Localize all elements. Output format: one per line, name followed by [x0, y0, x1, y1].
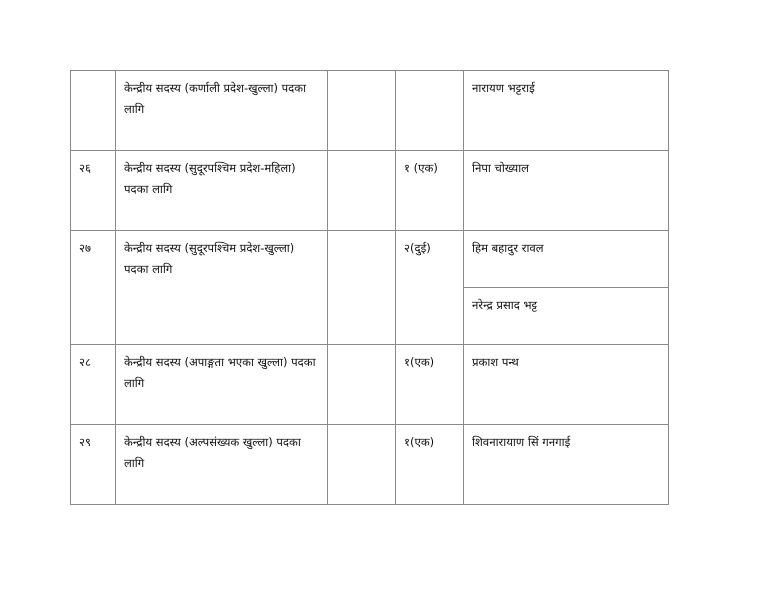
- post-cell: केन्द्रीय सदस्य (सुदूरपश्चिम प्रदेश-खुल्ला) पदका लागि: [116, 231, 328, 345]
- serial-number-cell: २६: [71, 151, 116, 231]
- candidate-name-cell: प्रकाश पन्थ: [464, 345, 669, 425]
- serial-number-cell: [71, 71, 116, 151]
- blank-cell: [328, 231, 396, 345]
- blank-cell: [328, 345, 396, 425]
- blank-cell: [328, 71, 396, 151]
- blank-cell: [328, 151, 396, 231]
- table-row: [71, 231, 669, 288]
- serial-number-cell: २९: [71, 425, 116, 505]
- seat-count-cell: २(दुई): [396, 231, 464, 345]
- table-row: [71, 151, 669, 231]
- candidate-name-cell: हिम बहादुर रावल: [464, 231, 669, 288]
- post-cell: केन्द्रीय सदस्य (कर्णाली प्रदेश-खुल्ला) पदका लागि: [116, 71, 328, 151]
- serial-number-cell: २८: [71, 345, 116, 425]
- candidate-name-cell: नरेन्द्र प्रसाद भट्ट: [464, 288, 669, 345]
- candidate-table: [70, 70, 669, 505]
- seat-count-cell: [396, 71, 464, 151]
- table-row: [71, 71, 669, 151]
- post-cell: केन्द्रीय सदस्य (अपाङ्गता भएका खुल्ला) पदका लागि: [116, 345, 328, 425]
- candidate-name-cell: नारायण भट्टराई: [464, 71, 669, 151]
- serial-number-cell: २७: [71, 231, 116, 345]
- candidate-name-cell: शिवनारायाण सिं गनगाई: [464, 425, 669, 505]
- post-cell: केन्द्रीय सदस्य (सुदूरपश्चिम प्रदेश-महिला) पदका लागि: [116, 151, 328, 231]
- blank-cell: [328, 425, 396, 505]
- table-row: [71, 345, 669, 425]
- seat-count-cell: १(एक): [396, 345, 464, 425]
- seat-count-cell: १(एक): [396, 425, 464, 505]
- table-row: [71, 425, 669, 505]
- post-cell: केन्द्रीय सदस्य (अल्पसंख्यक खुल्ला) पदका लागि: [116, 425, 328, 505]
- seat-count-cell: १ (एक): [396, 151, 464, 231]
- candidate-name-cell: निपा चोख्याल: [464, 151, 669, 231]
